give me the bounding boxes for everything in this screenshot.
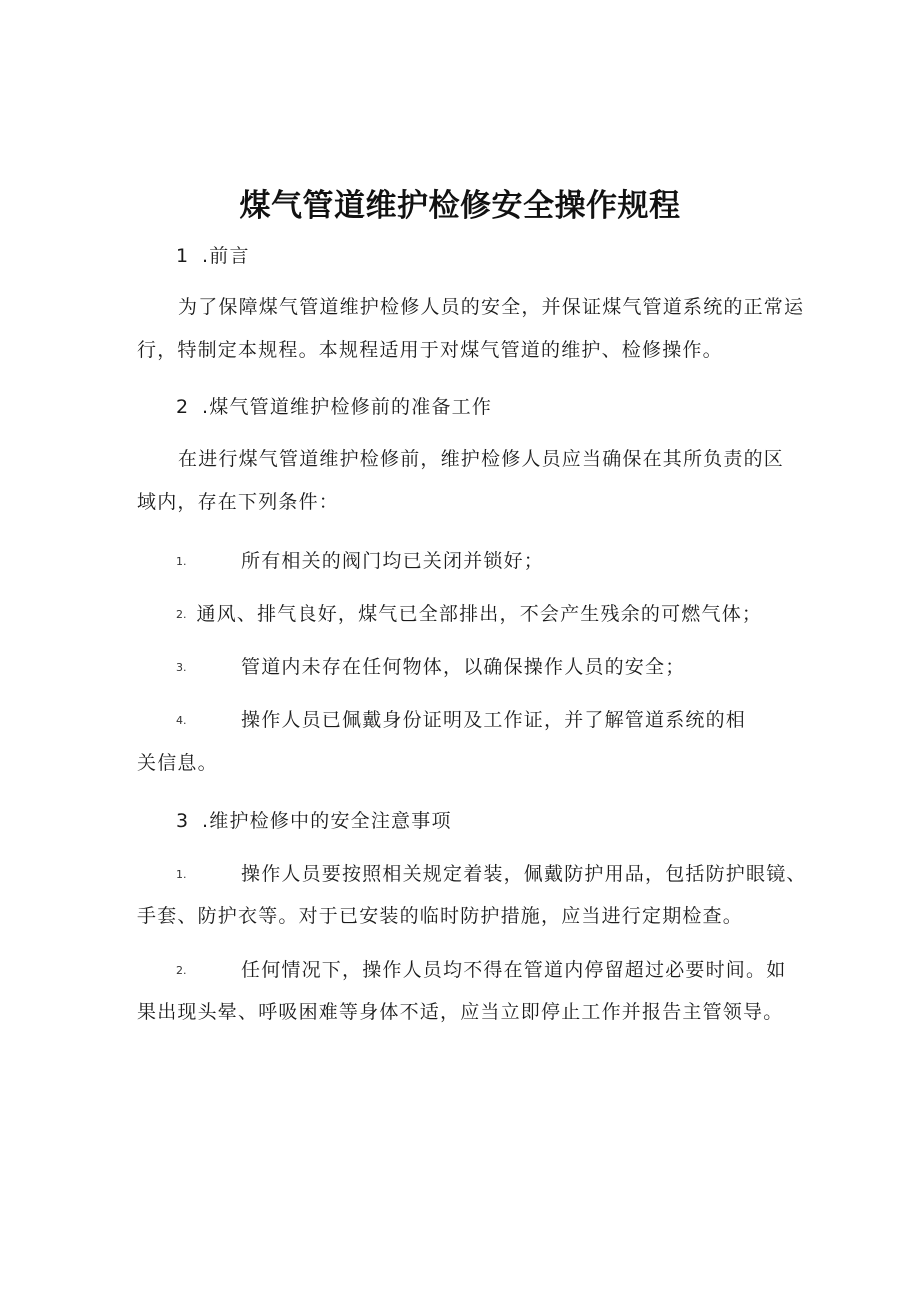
section-heading-text: .维护检修中的安全注意事项 bbox=[202, 810, 452, 832]
list-item-number: 2. bbox=[176, 963, 187, 977]
list-item-text: 关信息。 bbox=[137, 752, 218, 774]
list-item-text: 所有相关的阀门均已关闭并锁好； bbox=[241, 550, 545, 572]
section-number: 3 bbox=[176, 810, 190, 832]
list-item-number: 4. bbox=[176, 713, 187, 727]
section-heading-text: .煤气管道维护检修前的准备工作 bbox=[202, 396, 493, 418]
list-item-number: 3. bbox=[176, 660, 187, 674]
list-item-text: 操作人员要按照相关规定着装，佩戴防护用品，包括防护眼镜、 bbox=[241, 863, 807, 885]
list-item-number: 2. bbox=[176, 607, 187, 621]
section-number: 1 bbox=[176, 245, 190, 267]
list-item bbox=[176, 654, 187, 681]
section-heading-1 bbox=[176, 243, 250, 269]
paragraph-line: 在进行煤气管道维护检修前，维护检修人员应当确保在其所负责的区 bbox=[178, 448, 785, 470]
section-number: 2 bbox=[176, 396, 190, 418]
list-item bbox=[176, 601, 762, 628]
list-item bbox=[176, 957, 187, 984]
list-item-text: 通风、排气良好，煤气已全部排出，不会产生残余的可燃气体； bbox=[196, 603, 763, 625]
paragraph-line: 行，特制定本规程。本规程适用于对煤气管道的维护、检修操作。 bbox=[137, 339, 723, 361]
section-heading-text: .前言 bbox=[202, 245, 250, 267]
list-item bbox=[176, 548, 187, 575]
list-item-text: 手套、防护衣等。对于已安装的临时防护措施，应当进行定期检查。 bbox=[137, 905, 744, 927]
list-item-text: 果出现头晕、呼吸困难等身体不适，应当立即停止工作并报告主管领导。 bbox=[137, 1001, 784, 1023]
paragraph-line: 为了保障煤气管道维护检修人员的安全，并保证煤气管道系统的正常运 bbox=[178, 296, 805, 318]
list-item-text: 操作人员已佩戴身份证明及工作证，并了解管道系统的相 bbox=[241, 709, 747, 731]
list-item-text: 管道内未存在任何物体，以确保操作人员的安全； bbox=[241, 656, 686, 678]
section-heading-3 bbox=[176, 808, 452, 834]
list-item-text: 任何情况下，操作人员均不得在管道内停留超过必要时间。如 bbox=[241, 959, 787, 981]
list-item bbox=[176, 707, 187, 734]
list-item bbox=[176, 861, 187, 888]
list-item-number: 1. bbox=[176, 554, 187, 568]
paragraph-line: 域内，存在下列条件： bbox=[137, 491, 340, 513]
section-heading-2 bbox=[176, 394, 492, 420]
list-item-number: 1. bbox=[176, 867, 187, 881]
document-title: 煤气管道维护检修安全操作规程 bbox=[239, 188, 681, 224]
